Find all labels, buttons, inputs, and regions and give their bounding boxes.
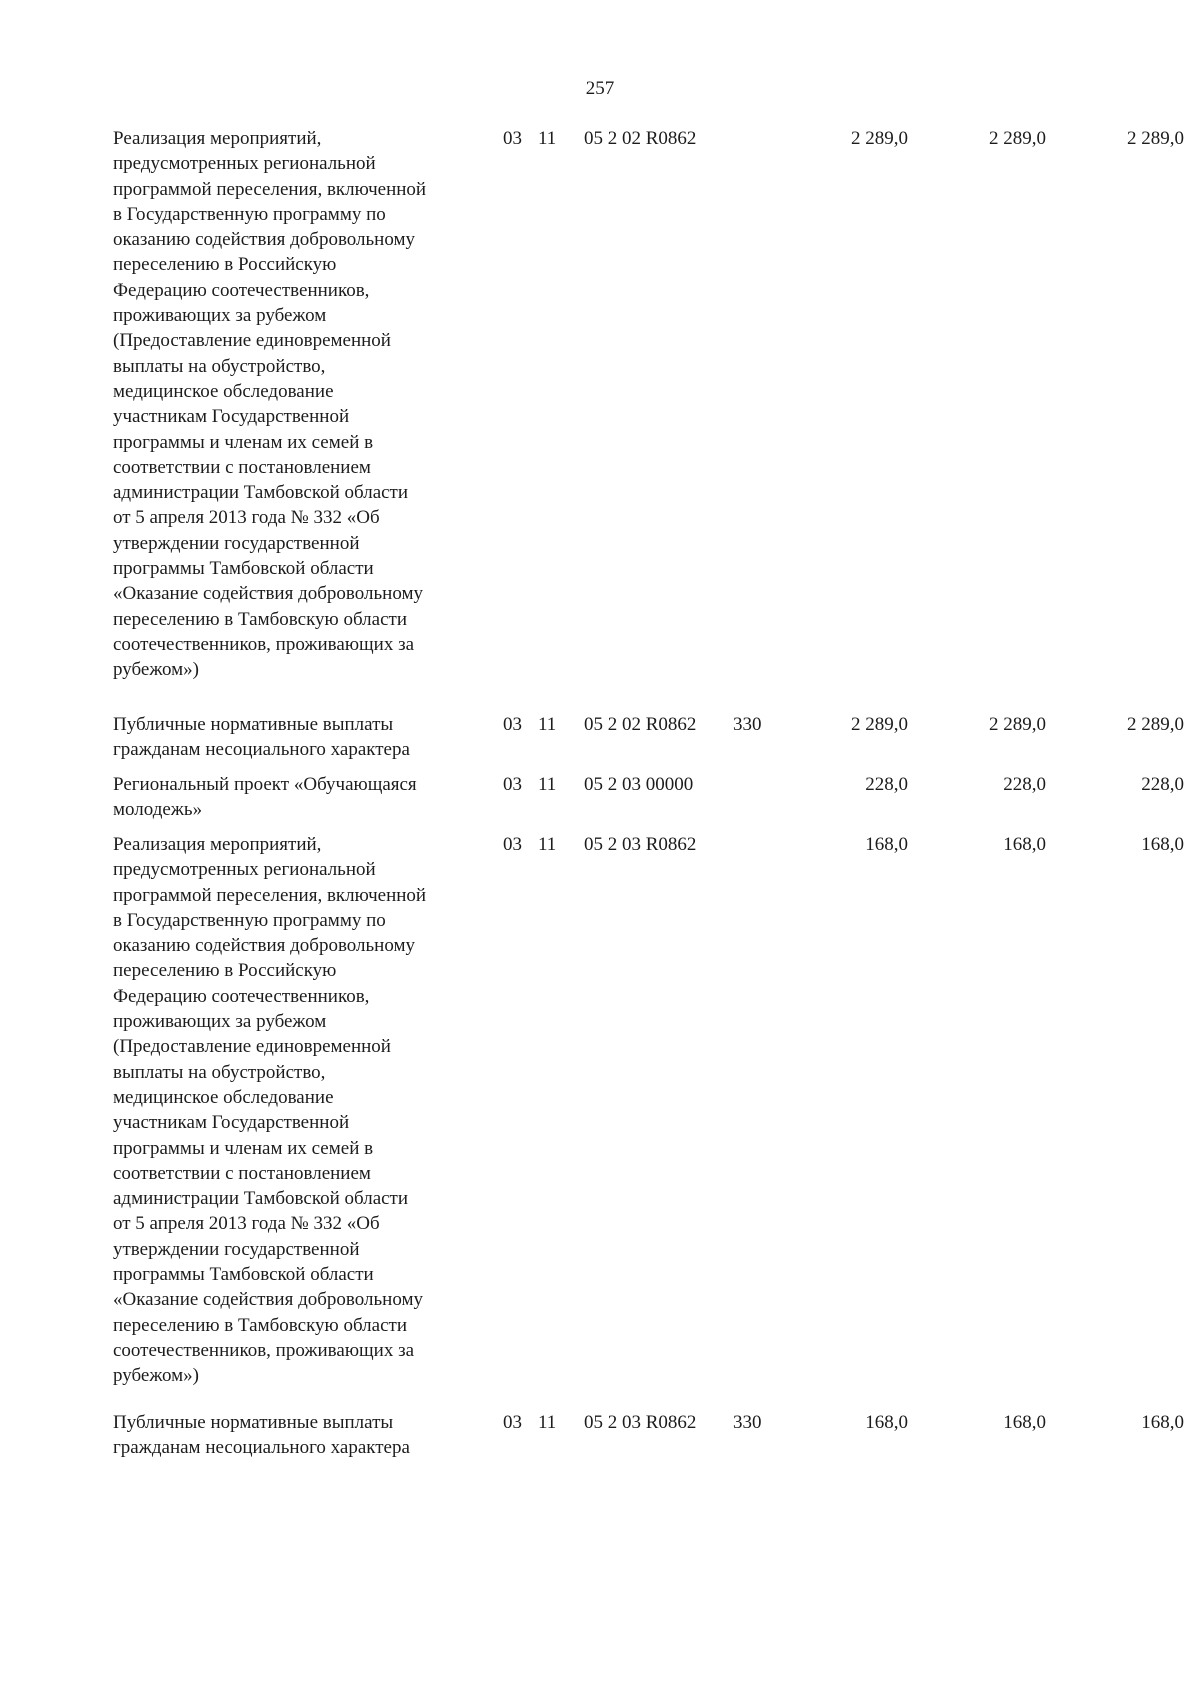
row-subsection: 11 bbox=[538, 128, 557, 149]
row-amount-3: 228,0 bbox=[1141, 774, 1184, 795]
row-amount-2: 2 289,0 bbox=[989, 128, 1046, 149]
row-section: 03 bbox=[503, 774, 522, 795]
row-expense-type: 330 bbox=[733, 1412, 762, 1433]
row-amount-1: 168,0 bbox=[865, 1412, 908, 1433]
row-amount-1: 2 289,0 bbox=[851, 714, 908, 735]
row-amount-3: 168,0 bbox=[1141, 1412, 1184, 1433]
row-name: Реализация мероприятий, предусмотренных региональной программой переселения, включенной в Государственную программу по оказанию содействия добровольному переселению в Российскую Федерацию соотечественников, проживающих за рубежом (Предоставление единовременной выплаты на обустройство, медицинское обследование участникам Государственной программы и членам их семей в соответствии с постановлением администрации Тамбовской области от 5 апреля 2013 года № 332 «Об утверждении государственной программы Тамбовской области «Оказание содействия добровольному переселению в Тамбовскую области соотечественников, проживающих за рубежом») bbox=[113, 128, 427, 681]
row-amount-2: 2 289,0 bbox=[989, 714, 1046, 735]
row-section: 03 bbox=[503, 1412, 522, 1433]
row-target-article: 05 2 02 R0862 bbox=[584, 714, 697, 735]
row-amount-1: 168,0 bbox=[865, 834, 908, 855]
row-amount-3: 2 289,0 bbox=[1127, 128, 1184, 149]
row-expense-type: 330 bbox=[733, 714, 762, 735]
row-target-article: 05 2 03 00000 bbox=[584, 774, 694, 795]
row-subsection: 11 bbox=[538, 834, 557, 855]
row-name: Публичные нормативные выплаты гражданам несоциального характера bbox=[113, 714, 410, 761]
row-target-article: 05 2 02 R0862 bbox=[584, 128, 697, 149]
row-target-article: 05 2 03 R0862 bbox=[584, 1412, 697, 1433]
row-subsection: 11 bbox=[538, 774, 557, 795]
row-amount-1: 2 289,0 bbox=[851, 128, 908, 149]
row-amount-3: 2 289,0 bbox=[1127, 714, 1184, 735]
row-amount-2: 168,0 bbox=[1003, 834, 1046, 855]
row-section: 03 bbox=[503, 714, 522, 735]
row-name: Региональный проект «Обучающаяся молодежь» bbox=[113, 774, 417, 821]
row-target-article: 05 2 03 R0862 bbox=[584, 834, 697, 855]
row-amount-2: 228,0 bbox=[1003, 774, 1046, 795]
row-name: Публичные нормативные выплаты гражданам несоциального характера bbox=[113, 1412, 410, 1459]
row-subsection: 11 bbox=[538, 714, 557, 735]
row-amount-2: 168,0 bbox=[1003, 1412, 1046, 1433]
row-section: 03 bbox=[503, 128, 522, 149]
row-amount-3: 168,0 bbox=[1141, 834, 1184, 855]
row-section: 03 bbox=[503, 834, 522, 855]
row-amount-1: 228,0 bbox=[865, 774, 908, 795]
page-number: 257 bbox=[585, 78, 615, 99]
row-name: Реализация мероприятий, предусмотренных региональной программой переселения, включенной в Государственную программу по оказанию содействия добровольному переселению в Российскую Федерацию соотечественников, проживающих за рубежом (Предоставление единовременной выплаты на обустройство, медицинское обследование участникам Государственной программы и членам их семей в соответствии с постановлением администрации Тамбовской области от 5 апреля 2013 года № 332 «Об утверждении государственной программы Тамбовской области «Оказание содействия добровольному переселению в Тамбовскую области соотечественников, проживающих за рубежом») bbox=[113, 834, 427, 1387]
row-subsection: 11 bbox=[538, 1412, 557, 1433]
